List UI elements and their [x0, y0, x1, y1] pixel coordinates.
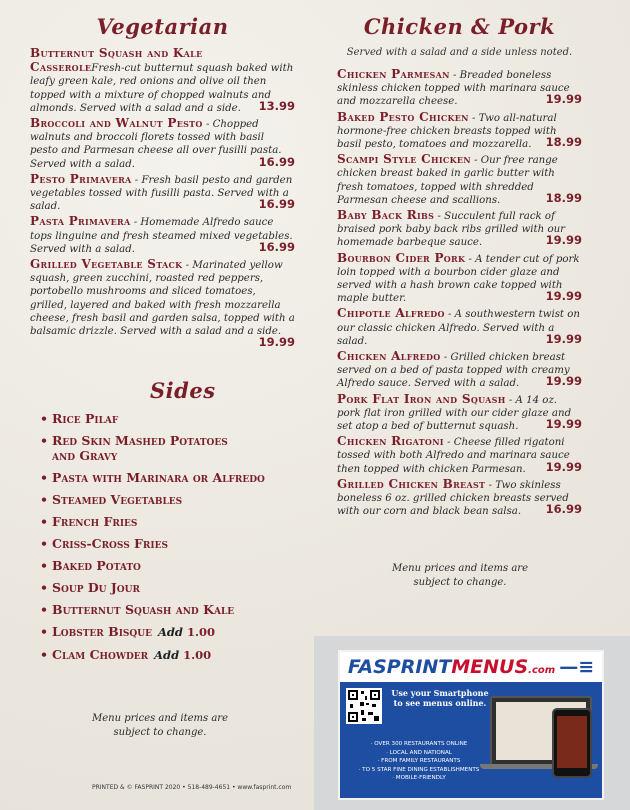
menu-item-name: Chicken Rigatoni: [337, 434, 444, 449]
menu-item: [337, 252, 582, 306]
side-item: [40, 470, 300, 485]
ad-logo: [340, 652, 602, 682]
bullet-icon: •: [40, 470, 48, 485]
menu-item-name: Butternut Squash and Kale Casserole: [30, 46, 203, 75]
side-item: [40, 602, 300, 617]
side-item-label: Red Skin Mashed Potatoes: [52, 433, 228, 448]
bullet-icon: •: [40, 411, 48, 426]
menu-item: [337, 350, 582, 391]
menu-item-description: - Chopped walnuts and broccoli florets tossed with basil pesto and Parmesan cheese all over fusilli pasta. Served with a salad.: [30, 119, 282, 170]
side-item-add-amount: 1.00: [183, 648, 212, 662]
bullet-icon: •: [40, 602, 48, 617]
menu-item-description: Fresh-cut butternut squash baked with leafy green kale, red onions and olive oil then topped with a mixture of chopped walnuts and almonds. Served with a salad and a side.: [30, 63, 294, 114]
bullet-icon: •: [40, 647, 48, 662]
menu-item-name: Scampi Style Chicken: [337, 152, 471, 167]
menu-item: [30, 215, 295, 256]
menu-item: [30, 258, 295, 349]
menu-item-price: 16.99: [258, 197, 295, 212]
side-item: [40, 514, 300, 529]
menu-item-description: - A southwestern twist on our classic chicken Alfredo. Served with a salad.: [337, 309, 580, 347]
ad-cta: Use your Smartphone to see menus online.: [391, 688, 489, 708]
bullet-icon: •: [40, 536, 48, 551]
left-price-note-line1: Menu prices and items are: [92, 713, 228, 724]
ad-bullet: · TO 5 STAR FINE DINING ESTABLISHMENTS: [358, 766, 480, 773]
menu-item-description: - Our free range chicken breast baked in garlic butter with fresh tomatoes, topped with shredded Parmesan cheese and scallions.: [337, 155, 558, 206]
menu-item-name: Pasta Primavera: [30, 214, 131, 229]
menu-item-name: Baked Pesto Chicken: [337, 109, 469, 124]
menu-item-description: - Cheese filled rigatoni tossed with both Alfredo and marinara sauce then topped with chicken Parmesan.: [337, 437, 570, 475]
menu-item: [337, 478, 582, 519]
side-item: [40, 492, 300, 507]
qr-code-icon: [346, 688, 382, 724]
menu-item-price: 13.99: [258, 98, 295, 113]
menu-item-description: - A tender cut of pork loin topped with a bourbon cider glaze and served with a hash brown cake topped with maple butter.: [337, 253, 580, 305]
side-item-add-amount: 1.00: [186, 625, 215, 639]
menu-item-name: Chicken Parmesan: [337, 67, 450, 81]
menu-item-description: - Two all-natural hormone-free chicken breasts topped with basil pesto, tomatoes and mozzarella.: [337, 112, 557, 151]
side-item: [40, 536, 300, 551]
side-item: [40, 647, 300, 663]
ad-logo-red: MENUS: [451, 656, 529, 678]
side-item: [40, 433, 300, 463]
side-item-label: Criss-Cross Fries: [52, 536, 168, 551]
ad-bullet: · OVER 300 RESTAURANTS ONLINE: [370, 741, 468, 747]
menu-item-description: - A 14 oz. pork flat iron grilled with our cider glaze and set atop a bed of butternut squash.: [337, 394, 572, 433]
fork-icon: —≡: [559, 656, 595, 678]
menu-item-name: Grilled Chicken Breast: [337, 476, 486, 491]
menu-item-price: 16.99: [258, 154, 295, 169]
bullet-icon: •: [40, 580, 48, 595]
menu-item-name: Bourbon Cider Pork: [337, 250, 466, 265]
menu-item-name: Pork Flat Iron and Squash: [337, 391, 506, 406]
chicken-pork-title: Chicken & Pork: [363, 14, 556, 39]
menu-item-price: 19.99: [545, 459, 582, 474]
chicken-pork-section: [337, 14, 582, 521]
side-item-label: Pasta with Marinara or Alfredo: [52, 470, 265, 485]
bullet-icon: •: [40, 558, 48, 573]
left-price-note: [90, 712, 230, 740]
side-item-label: Butternut Squash and Kale: [52, 602, 235, 617]
menu-item-description: - Grilled chicken breast served on a bed of pasta topped with creamy Alfredo sauce. Served with a salad.: [337, 352, 570, 390]
sides-section: [40, 378, 300, 670]
menu-item: [337, 435, 582, 476]
menu-item-price: 19.99: [545, 331, 582, 346]
menu-item-price: 19.99: [258, 335, 295, 350]
side-item-addon: [154, 648, 211, 662]
side-item-label: Steamed Vegetables: [52, 492, 183, 507]
menu-item: [337, 393, 582, 434]
menu-item: [30, 117, 295, 171]
side-item: [40, 411, 300, 426]
menu-item-name: Pesto Primavera: [30, 171, 132, 186]
side-item: [40, 624, 300, 640]
menu-item: [337, 111, 582, 152]
menu-item-price: 16.99: [258, 239, 295, 254]
right-price-note-line2: subject to change.: [413, 577, 507, 588]
vegetarian-items: [30, 47, 295, 349]
smartphone-icon: [552, 708, 592, 778]
ad-bullet: · MOBILE-FRIENDLY: [392, 775, 446, 781]
menu-item-price: 19.99: [545, 374, 582, 389]
fasprint-ad: [314, 636, 630, 810]
bullet-icon: •: [40, 492, 48, 507]
menu-item-price: 16.99: [545, 502, 582, 517]
side-item: [40, 580, 300, 595]
menu-item-price: 18.99: [545, 135, 582, 150]
menu-item-description: - Two skinless boneless 6 oz. grilled chicken breasts served with our corn and black bean salsa.: [337, 479, 569, 518]
menu-item-name: Chicken Alfredo: [337, 349, 441, 364]
menu-item-price: 19.99: [545, 417, 582, 432]
menu-item-description: - Fresh basil pesto and garden vegetables tossed with fusilli pasta. Served with a salad.: [30, 174, 293, 213]
menu-item-name: Grilled Vegetable Stack: [30, 257, 183, 272]
phone-screen: [557, 716, 587, 768]
menu-item-price: 19.99: [545, 289, 582, 304]
menu-item: [337, 307, 582, 348]
side-item-label: Lobster Bisque: [52, 624, 152, 639]
sides-list: [40, 411, 300, 663]
menu-item: [337, 153, 582, 207]
side-item-add-label: Add: [157, 625, 183, 639]
menu-item-name: Broccoli and Walnut Pesto: [30, 116, 203, 131]
right-price-note: [385, 562, 535, 590]
side-item-label: Clam Chowder: [52, 647, 149, 662]
menu-item-description: - Breaded boneless skinless chicken topped with marinara sauce and mozzarella cheese.: [337, 70, 570, 108]
ad-bullets: [344, 740, 494, 783]
side-item-label: Baked Potato: [52, 558, 141, 573]
bullet-icon: •: [40, 624, 48, 639]
menu-item-name: Chipotle Alfredo: [337, 306, 445, 321]
menu-item: [30, 47, 295, 115]
print-credit: PRINTED & © FASPRINT 2020 • 518-489-4651 • www.fasprint.com: [92, 784, 292, 791]
bullet-icon: •: [40, 433, 48, 448]
menu-item-description: - Succulent full rack of braised pork baby back ribs grilled with our homemade barbeque sauce.: [337, 211, 566, 249]
menu-item: [30, 173, 295, 214]
ad-logo-com: .com: [528, 665, 556, 676]
ad-bullet: · LOCAL AND NATIONAL: [386, 749, 452, 756]
chicken-pork-items: [337, 68, 582, 519]
menu-item-description: - Homemade Alfredo sauce tops linguine and fresh steamed mixed vegetables. Served with a salad.: [30, 217, 293, 255]
side-item-label: French Fries: [52, 514, 138, 529]
menu-item-price: 18.99: [545, 190, 582, 205]
side-item-addon: [158, 625, 215, 639]
side-item-label-line2: and Gravy: [52, 448, 118, 463]
side-item-add-label: Add: [154, 648, 180, 662]
ad-bullet: · FROM FAMILY RESTAURANTS: [377, 758, 461, 764]
sides-title: Sides: [150, 378, 216, 403]
chicken-pork-note: Served with a salad and a side unless noted.: [346, 47, 573, 58]
vegetarian-title: Vegetarian: [96, 14, 229, 39]
bullet-icon: •: [40, 514, 48, 529]
menu-item-price: 19.99: [545, 233, 582, 248]
menu-item-price: 19.99: [545, 92, 582, 107]
side-item-label: Soup Du Jour: [52, 580, 140, 595]
left-price-note-line2: subject to change.: [113, 727, 207, 738]
menu-item-name: Baby Back Ribs: [337, 208, 435, 223]
vegetarian-section: [30, 14, 295, 351]
right-price-note-line1: Menu prices and items are: [392, 563, 528, 574]
side-item: [40, 558, 300, 573]
side-item-label: Rice Pilaf: [52, 411, 119, 426]
ad-panel: [338, 650, 604, 800]
menu-item-description: - Marinated yellow squash, green zucchini, roasted red peppers, portobello mushrooms and sliced tomatoes, grilled, layered and baked with fresh mozzarella cheese, fresh basil and garden salsa, topped with a balsamic drizzle. Served with a salad and a side.: [30, 260, 295, 338]
menu-item: [337, 68, 582, 109]
menu-item: [337, 209, 582, 250]
ad-logo-blue: FASPRINT: [347, 656, 452, 678]
